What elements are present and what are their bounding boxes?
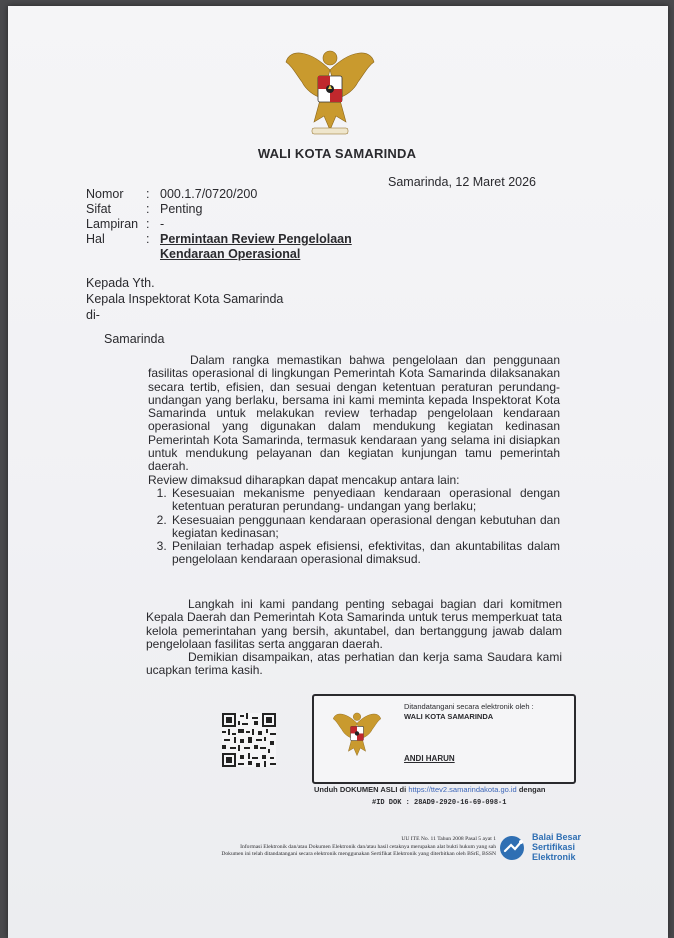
e-signature-box	[312, 694, 576, 784]
verification-link[interactable]: https://ttev2.samarindakota.go.id	[408, 785, 517, 794]
signature-caption: Ditandatangani secara elektronik oleh : WALI KOTA SAMARINDA	[404, 702, 534, 721]
meta-row-lampiran: Lampiran : -	[86, 217, 165, 231]
signature-office: WALI KOTA SAMARINDA	[404, 712, 494, 721]
letter-body	[148, 354, 560, 567]
body-paragraph-1: Dalam rangka memastikan bahwa pengelolaan dan penggunaan fasilitas operasional di lingkungan Pemerintah Kota Samarinda dilaksanakan secara tertib, efisien, dan sesuai dengan ketentuan peraturan perundang-undangan yang berlaku, bersama ini kami meminta kepada Inspektorat Kota Samarinda untuk melakukan review terhadap pengelolaan kendaraan operasional yang digunakan dalam mendukung kegiatan kedinasan Pemerintah Kota Samarinda, termasuk kendaraan yang selama ini disiapkan untuk mendukung pelayanan dan kegiatan kunjungan tamu pemerintah daerah.	[148, 353, 560, 474]
letter-meta	[86, 187, 352, 262]
recipient-block	[86, 275, 283, 347]
list-intro: Review dimaksud diharapkan dapat mencakup antara lain:	[148, 472, 460, 487]
place-date: Samarinda, 12 Maret 2026	[388, 175, 537, 189]
subject-line-1: Permintaan Review Pengelolaan	[160, 232, 352, 246]
body-paragraph-2: Langkah ini kami pandang penting sebagai bagian dari komitmen Kepala Daerah dan Pemerintah Kota Samarinda untuk terus memperkuat tata kelola pemerintahan yang bersih, akuntabel, dan bertanggung jawab dalam pengelolaan fasilitas serta anggaran daerah.	[146, 597, 562, 651]
meta-row-sifat: Sifat : Penting	[86, 202, 203, 216]
meta-row-hal: Hal : Permintaan Review Pengelolaan Kendaraan Operasional	[86, 232, 352, 261]
document-id: #ID DOK : 28AD9-2920-16-69-098-1	[372, 799, 507, 807]
subject-line-2: Kendaraan Operasional	[160, 247, 301, 261]
recipient-city: Samarinda	[104, 332, 165, 346]
recipient-di: di-	[86, 308, 100, 322]
review-list	[148, 487, 560, 567]
signatory-name: ANDI HARUN	[404, 754, 455, 763]
list-item: 2. Kesesuaian penggunaan kendaraan operasional dengan kebutuhan dan kegiatan kedinasan;	[170, 514, 560, 541]
bsre-name: Balai Besar Sertifikasi Elektronik	[532, 832, 582, 862]
legal-footer: UU ITE No. 11 Tahun 2008 Pasal 5 ayat 1 Informasi Elektronik dan/atau Dokumen Elektronik dan/atau hasil cetaknya merupakan alat bukti hukum yang sah Dokumen ini telah ditandatangani secara elektronik menggunakan Sertifikat Elektronik yang diterbitkan oleh BSrE, BSSN	[221, 836, 496, 857]
letterhead-title: WALI KOTA SAMARINDA	[257, 146, 417, 161]
meta-row-nomor: Nomor : 000.1.7/0720/200	[86, 187, 258, 201]
body-paragraph-3: Demikian disampaikan, atas perhatian dan kerja sama Saudara kami ucapkan terima kasih.	[146, 650, 562, 678]
download-note: Unduh DOKUMEN ASLI di https://ttev2.samarindakota.go.id dengan	[314, 785, 546, 794]
qr-code	[222, 713, 276, 767]
list-item: 1. Kesesuaian mekanisme penyediaan kendaraan operasional dengan ketentuan peraturan perundang- undangan yang berlaku;	[170, 487, 560, 514]
closing-block	[146, 598, 562, 678]
garuda-emblem-small	[330, 706, 384, 762]
list-item: 3. Penilaian terhadap aspek efisiensi, efektivitas, dan akuntabilitas dalam pengelolaan kendaraan operasional dimaksud.	[170, 540, 560, 567]
garuda-emblem	[280, 40, 380, 140]
bsre-logo-icon	[498, 834, 528, 862]
recipient-salutation: Kepada Yth.	[86, 276, 155, 290]
recipient-name: Kepala Inspektorat Kota Samarinda	[86, 292, 284, 306]
